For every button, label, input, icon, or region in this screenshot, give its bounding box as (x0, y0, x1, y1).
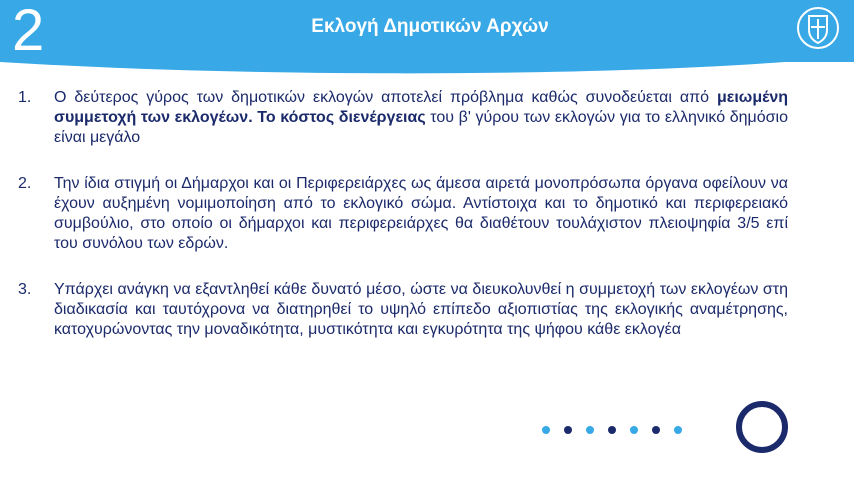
slide-content (18, 88, 788, 366)
list-item (18, 88, 788, 148)
slide-title: Εκλογή Δημοτικών Αρχών (311, 16, 549, 37)
greek-coat-of-arms-icon (796, 6, 840, 50)
decorative-dot (586, 426, 594, 434)
text-segment: του β' γύρου των εκλογών για το ελληνικό δημόσιο είναι μεγάλο (54, 109, 788, 146)
list-item-number: 1. (18, 89, 32, 106)
text-segment: Ο δεύτερος γύρος των δημοτικών εκλογών αποτελεί πρόβλημα καθώς συνοδεύεται από (54, 89, 717, 106)
decorative-dots (542, 426, 682, 434)
decorative-dot (674, 426, 682, 434)
decorative-dot (608, 426, 616, 434)
list-item-text: Υπάρχει ανάγκη να εξαντληθεί κάθε δυνατό μέσο, ώστε να διευκολυνθεί η συμμετοχή των εκλογέων στη διαδικασία και ταυτόχρονα να διατηρηθεί το υψηλό επίπεδο αξιοπιστίας της εκλογικής αναμέτρησης, κατοχυρώνοντας την μοναδικότητα, μυστικότητα και εγκυρότητα της ψήφου κάθε εκλογέα (54, 281, 788, 338)
slide-number: 2 (12, 0, 45, 63)
list-item-number: 3. (18, 281, 32, 298)
list-item-number: 2. (18, 175, 32, 192)
header-wave (0, 52, 854, 80)
decorative-dot (542, 426, 550, 434)
list-item-text (54, 88, 788, 148)
decorative-ring (736, 401, 788, 453)
list-item (18, 174, 788, 254)
decorative-dot (564, 426, 572, 434)
decorative-dot (652, 426, 660, 434)
bold-text-segment: μειωμένη συμμετοχή των εκλογέων. Το κόστος διενέργειας (54, 89, 788, 126)
list-item (18, 280, 788, 340)
list-item-text: Την ίδια στιγμή οι Δήμαρχοι και οι Περιφερειάρχες ως άμεσα αιρετά μονοπρόσωπα όργανα οφείλουν να έχουν αυξημένη νομιμοποίηση από το εκλογικό σώμα. Αντίστοιχα και το δημοτικό και περιφερειακό συμβούλιο, στο οποίο οι δήμαρχοι και περιφερειάρχες θα διαθέτουν τουλάχιστον πλειοψηφία 3/5 επί του συνόλου των εδρών. (54, 175, 788, 252)
decorative-dot (630, 426, 638, 434)
